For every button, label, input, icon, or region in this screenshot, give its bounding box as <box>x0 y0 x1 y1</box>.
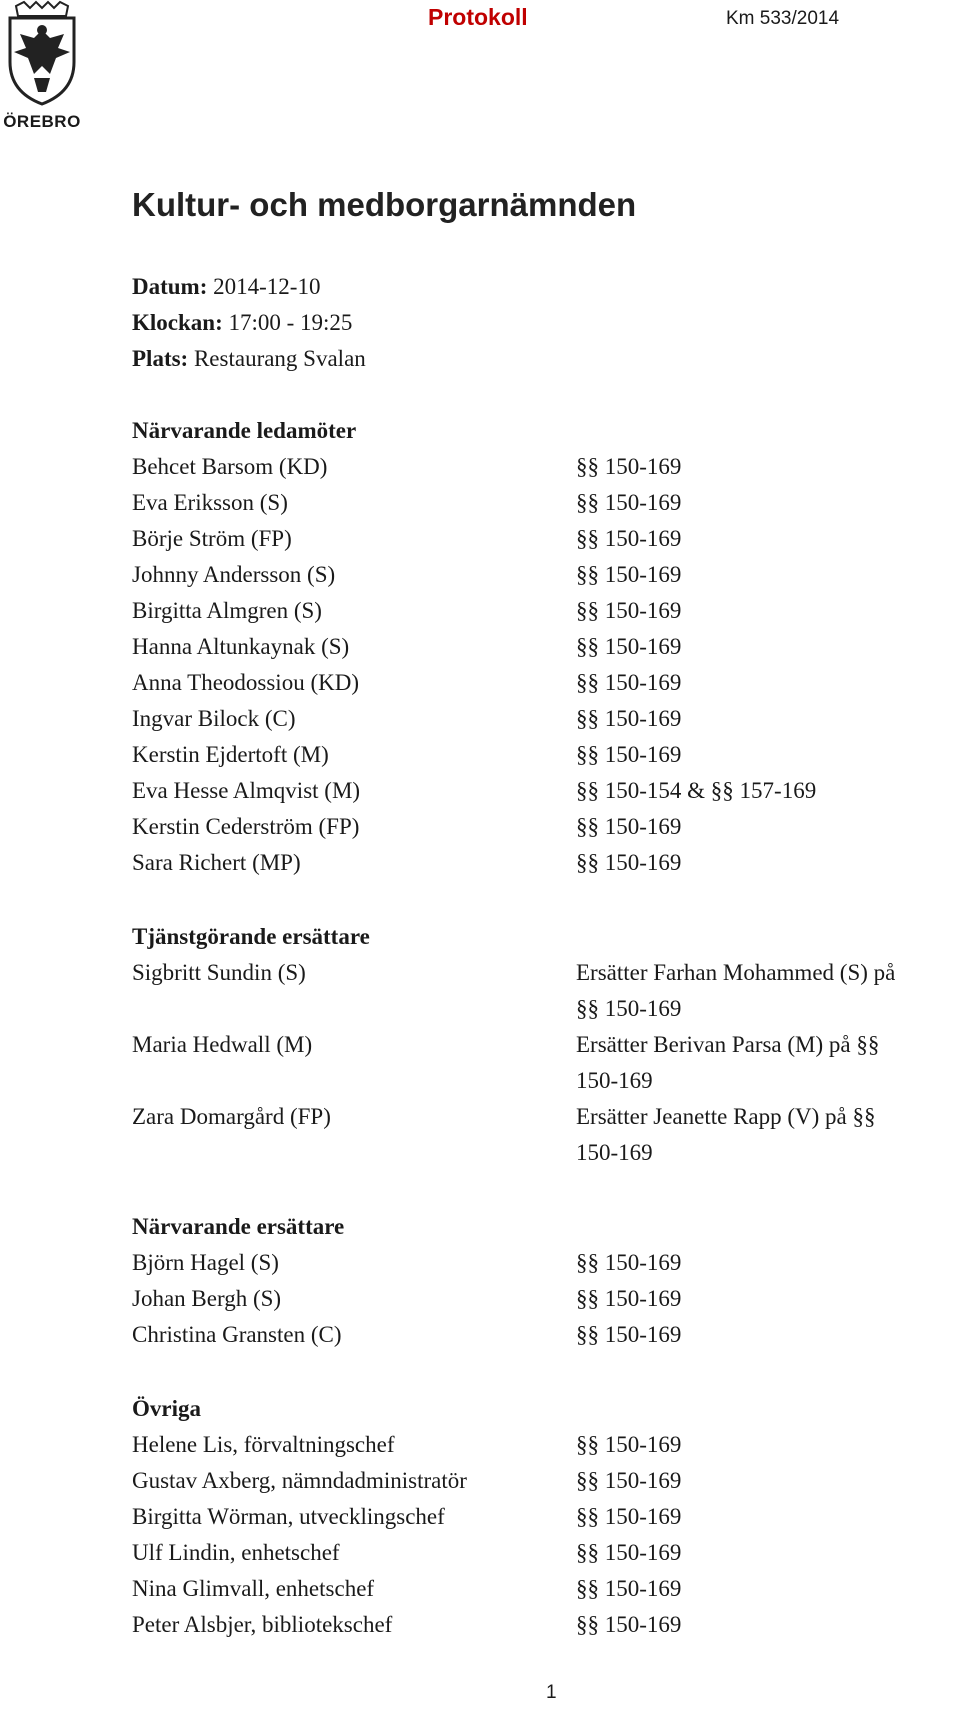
other-person-paragraphs: §§ 150-169 <box>576 1432 682 1457</box>
document-reference: Km 533/2014 <box>726 8 840 29</box>
member-name: Eva Hesse Almqvist (M) <box>132 778 361 803</box>
substitute-paragraphs: §§ 150-169 <box>576 996 682 1021</box>
member-name: Kerstin Ejdertoft (M) <box>132 742 329 767</box>
date-value: 2014-12-10 <box>213 274 321 299</box>
other-person-name: Ulf Lindin, enhetschef <box>132 1540 340 1565</box>
meta-date <box>132 272 320 302</box>
substitute-name: Sigbritt Sundin (S) <box>132 960 306 985</box>
member-paragraphs: §§ 150-169 <box>576 562 682 587</box>
other-person-name: Gustav Axberg, nämndadministratör <box>132 1468 467 1493</box>
present-substitute-paragraphs: §§ 150-169 <box>576 1286 682 1311</box>
document-type: Protokoll <box>428 4 528 30</box>
other-person-paragraphs: §§ 150-169 <box>576 1576 682 1601</box>
meta-time <box>132 308 352 338</box>
member-paragraphs: §§ 150-169 <box>576 850 682 875</box>
member-name: Birgitta Almgren (S) <box>132 598 322 623</box>
member-paragraphs: §§ 150-169 <box>576 598 682 623</box>
other-person-name: Peter Alsbjer, bibliotekschef <box>132 1612 393 1637</box>
member-name: Behcet Barsom (KD) <box>132 454 328 479</box>
member-name: Kerstin Cederström (FP) <box>132 814 360 839</box>
serving-substitutes-heading: Tjänstgörande ersättare <box>132 924 370 949</box>
present-substitutes-heading: Närvarande ersättare <box>132 1214 345 1239</box>
member-name: Sara Richert (MP) <box>132 850 301 875</box>
member-paragraphs: §§ 150-169 <box>576 490 682 515</box>
member-name: Eva Eriksson (S) <box>132 490 288 515</box>
meta-place <box>132 344 366 374</box>
page-title: Kultur- och medborgarnämnden <box>132 186 637 223</box>
time-value: 17:00 - 19:25 <box>228 310 353 335</box>
date-label: Datum: <box>132 274 208 299</box>
present-substitute-name: Christina Gransten (C) <box>132 1322 342 1347</box>
member-paragraphs: §§ 150-169 <box>576 814 682 839</box>
others-heading: Övriga <box>132 1396 201 1421</box>
member-name: Hanna Altunkaynak (S) <box>132 634 350 659</box>
members-heading: Närvarande ledamöter <box>132 418 357 443</box>
present-substitute-name: Johan Bergh (S) <box>132 1286 282 1311</box>
member-paragraphs: §§ 150-169 <box>576 670 682 695</box>
place-label: Plats: <box>132 346 189 371</box>
member-paragraphs: §§ 150-169 <box>576 526 682 551</box>
member-paragraphs: §§ 150-169 <box>576 706 682 731</box>
other-person-paragraphs: §§ 150-169 <box>576 1468 682 1493</box>
member-name: Anna Theodossiou (KD) <box>132 670 359 695</box>
member-name: Ingvar Bilock (C) <box>132 706 296 731</box>
substitute-name: Zara Domargård (FP) <box>132 1104 331 1129</box>
substitute-replaces: Ersätter Jeanette Rapp (V) på §§ <box>576 1104 876 1129</box>
member-paragraphs: §§ 150-169 <box>576 634 682 659</box>
other-person-name: Helene Lis, förvaltningschef <box>132 1432 395 1457</box>
present-substitute-paragraphs: §§ 150-169 <box>576 1322 682 1347</box>
member-paragraphs: §§ 150-169 <box>576 742 682 767</box>
other-person-name: Birgitta Wörman, utvecklingschef <box>132 1504 445 1529</box>
coat-of-arms-icon <box>0 0 84 112</box>
member-paragraphs: §§ 150-154 & §§ 157-169 <box>576 778 817 803</box>
logo-wordmark: ÖREBRO <box>3 112 81 131</box>
member-name: Börje Ström (FP) <box>132 526 292 551</box>
substitute-paragraphs: 150-169 <box>576 1140 653 1165</box>
place-value: Restaurang Svalan <box>193 346 366 371</box>
present-substitute-paragraphs: §§ 150-169 <box>576 1250 682 1275</box>
time-label: Klockan: <box>132 310 223 335</box>
page-number: 1 <box>546 1682 557 1703</box>
other-person-paragraphs: §§ 150-169 <box>576 1540 682 1565</box>
present-substitute-name: Björn Hagel (S) <box>132 1250 279 1275</box>
substitute-replaces: Ersätter Farhan Mohammed (S) på <box>576 960 896 985</box>
member-paragraphs: §§ 150-169 <box>576 454 682 479</box>
substitute-name: Maria Hedwall (M) <box>132 1032 313 1057</box>
substitute-replaces: Ersätter Berivan Parsa (M) på §§ <box>576 1032 880 1057</box>
other-person-paragraphs: §§ 150-169 <box>576 1612 682 1637</box>
other-person-name: Nina Glimvall, enhetschef <box>132 1576 375 1601</box>
other-person-paragraphs: §§ 150-169 <box>576 1504 682 1529</box>
member-name: Johnny Andersson (S) <box>132 562 336 587</box>
substitute-paragraphs: 150-169 <box>576 1068 653 1093</box>
